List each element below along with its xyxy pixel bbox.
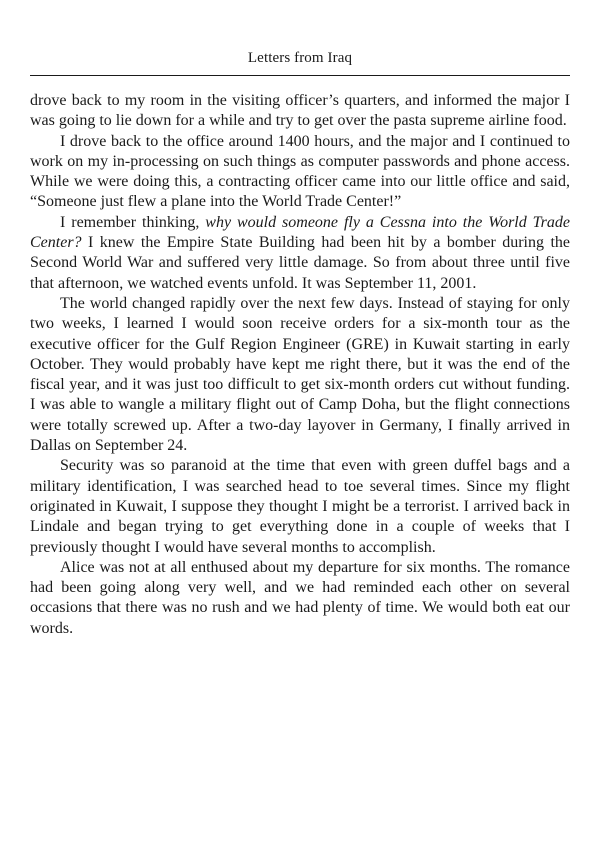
- paragraph-text: I drove back to the office around 1400 hours, and the major and I continued to work on my in-processing on such things as computer passwords and phone access. While we were doing this, a contracting officer came into our little office and said, “Someone just flew a plane into the World Trade Center!”: [30, 132, 570, 211]
- paragraph-text: Security was so paranoid at the time that even with green duffel bags and a military identification, I was searched head to toe several times. Since my flight originated in Kuwait, I suppose they thought I might be a terrorist. I arrived back in Lindale and began trying to get everything done in a couple of weeks that I previously thought I would have several months to accomplish.: [30, 457, 570, 556]
- paragraph-text: drove back to my room in the visiting officer’s quarters, and informed the major I was going to lie down for a while and try to get over the pasta supreme airline food.: [30, 92, 570, 130]
- paragraph-text: Alice was not at all enthused about my departure for six months. The romance had been going along very well, and we had reminded each other on several occasions that there was no rush and we had plenty of time. We would both eat our words.: [30, 558, 570, 637]
- paragraph: [30, 294, 570, 456]
- paragraph: [30, 558, 570, 639]
- italic-thought: why would someone fly a Cessna into the World Trade Center?: [30, 213, 571, 252]
- paragraph-text: I knew the Empire State Building had been hit by a bomber during the Second World War and suffered very little damage. So from about three until five that afternoon, we watched events unfold. It was September 11, 2001.: [30, 234, 570, 292]
- paragraph-continued: [30, 91, 570, 132]
- paragraph: [30, 132, 570, 213]
- running-header-title: Letters from Iraq: [247, 50, 353, 66]
- paragraph-text: I remember thinking,: [60, 213, 206, 231]
- header-rule: [30, 75, 570, 76]
- paragraph: [30, 213, 570, 294]
- paragraph-text: The world changed rapidly over the next few days. Instead of staying for only two weeks, I learned I would soon receive orders for a six-month tour as the executive officer for the Gulf Region Engineer (GRE) in Kuwait starting in early October. They would probably have kept me right there, but it was the end of the fiscal year, and it was just too difficult to get six-month orders cut without funding. I was able to wangle a military flight out of Camp Doha, but the flight connections were totally screwed up. After a two-day layover in Germany, I finally arrived in Dallas on September 24.: [30, 294, 570, 455]
- paragraph: [30, 456, 570, 557]
- page-body: [30, 91, 570, 639]
